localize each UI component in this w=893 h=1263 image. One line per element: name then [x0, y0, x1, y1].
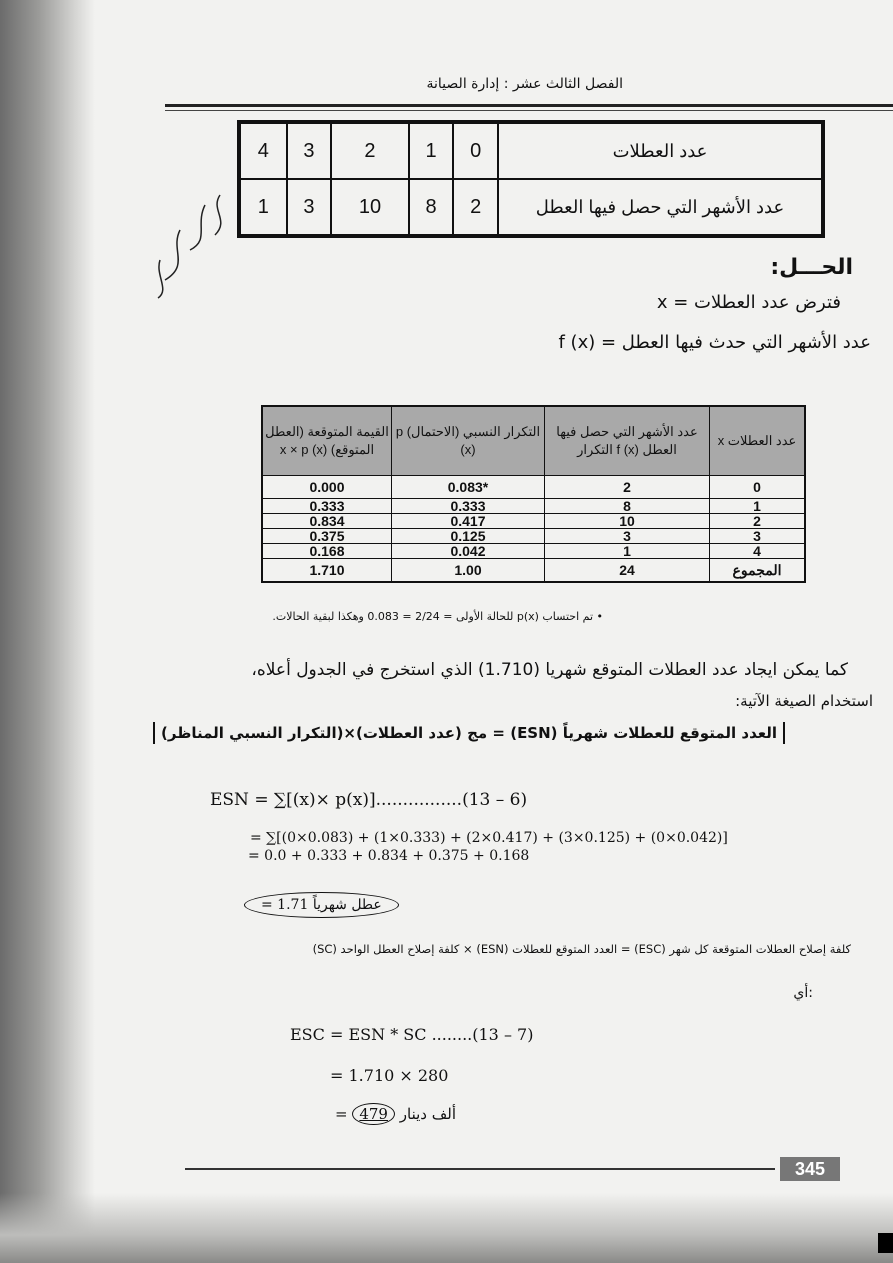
- footnote: • تم احتساب p(x) للحالة الأولى = 2/24 = 0.083 وهكذا لبقية الحالات.: [272, 610, 603, 623]
- table-total-row: المجموع 24 1.00 1.710: [262, 559, 805, 583]
- table-row: عدد العطلات 0 1 2 3 4: [239, 122, 823, 179]
- final-unit: ألف دينار: [399, 1105, 456, 1123]
- table-row: عدد الأشهر التي حصل فيها العطل 2 8 10 3 1: [239, 179, 823, 236]
- scan-artifact: [878, 1233, 893, 1253]
- paragraph: كما يمكن ايجاد عدد العطلات المتوقع شهريا (1.710) الذي استخرج في الجدول أعلاه،: [251, 660, 848, 680]
- equation-final: = 479 ألف دينار: [335, 1105, 456, 1123]
- final-value: 479: [352, 1103, 395, 1125]
- handwritten-annotation: [150, 190, 250, 300]
- equation-13-6: ESN = ∑[(x)× p(x)]................(13 – 6): [210, 790, 528, 810]
- header-rule-thin: [165, 110, 893, 111]
- table-row: 3 3 0.125 0.375: [262, 529, 805, 544]
- expected-value-table: [261, 405, 806, 583]
- table-row: 1 8 0.333 0.333: [262, 499, 805, 514]
- assumption-x: فترض عدد العطلات = x: [656, 292, 841, 313]
- page-shadow-left: [0, 0, 95, 1263]
- equation-line: = 1.710 × 280: [330, 1066, 449, 1085]
- chapter-title: الفصل الثالث عشر : إدارة الصيانة: [426, 76, 623, 92]
- equation-line: = 0.0 + 0.333 + 0.834 + 0.375 + 0.168: [248, 848, 530, 864]
- table-row: 2 10 0.417 0.834: [262, 514, 805, 529]
- page-number: 345: [780, 1157, 840, 1181]
- equation-line: = ∑[(0×0.083) + (1×0.333) + (2×0.417) + (3×0.125) + (0×0.042)]: [250, 830, 728, 846]
- page-shadow-bottom: [0, 1193, 893, 1263]
- definition-text: كلفة إصلاح العطلات المتوقعة كل شهر (ESC) = العدد المتوقع للعطلات (ESN) × كلفة إصلاح العطل الواحد (SC): [312, 942, 851, 956]
- table-row: 0 2 *0.083 0.000: [262, 476, 805, 499]
- label-ay: أي:: [793, 985, 813, 1001]
- footer-rule: [185, 1168, 775, 1170]
- equation-result: = 1.71 عطل شهرياً: [244, 892, 399, 918]
- header-rule: [165, 104, 893, 107]
- formula-arabic: العدد المتوقع للعطلات شهرياً (ESN) = مج (عدد العطلات)×(التكرار النسبي المناظر): [153, 722, 785, 744]
- equation-13-7: ESC = ESN * SC ........(13 – 7): [290, 1025, 534, 1044]
- paragraph: استخدام الصيغة الآتية:: [735, 692, 873, 710]
- solution-heading: الحـــل:: [770, 255, 853, 280]
- failures-table: [237, 120, 825, 238]
- table-row: 4 1 0.042 0.168: [262, 544, 805, 559]
- table-header-row: عدد العطلات x عدد الأشهر التي حصل فيها العطل f (x) التكرار التكرار النسبي (الاحتمال) p (x) القيمة المتوقعة (العطل المتوقع) x × p (x): [262, 406, 805, 476]
- assumption-f: عدد الأشهر التي حدث فيها العطل = f (x): [558, 332, 871, 353]
